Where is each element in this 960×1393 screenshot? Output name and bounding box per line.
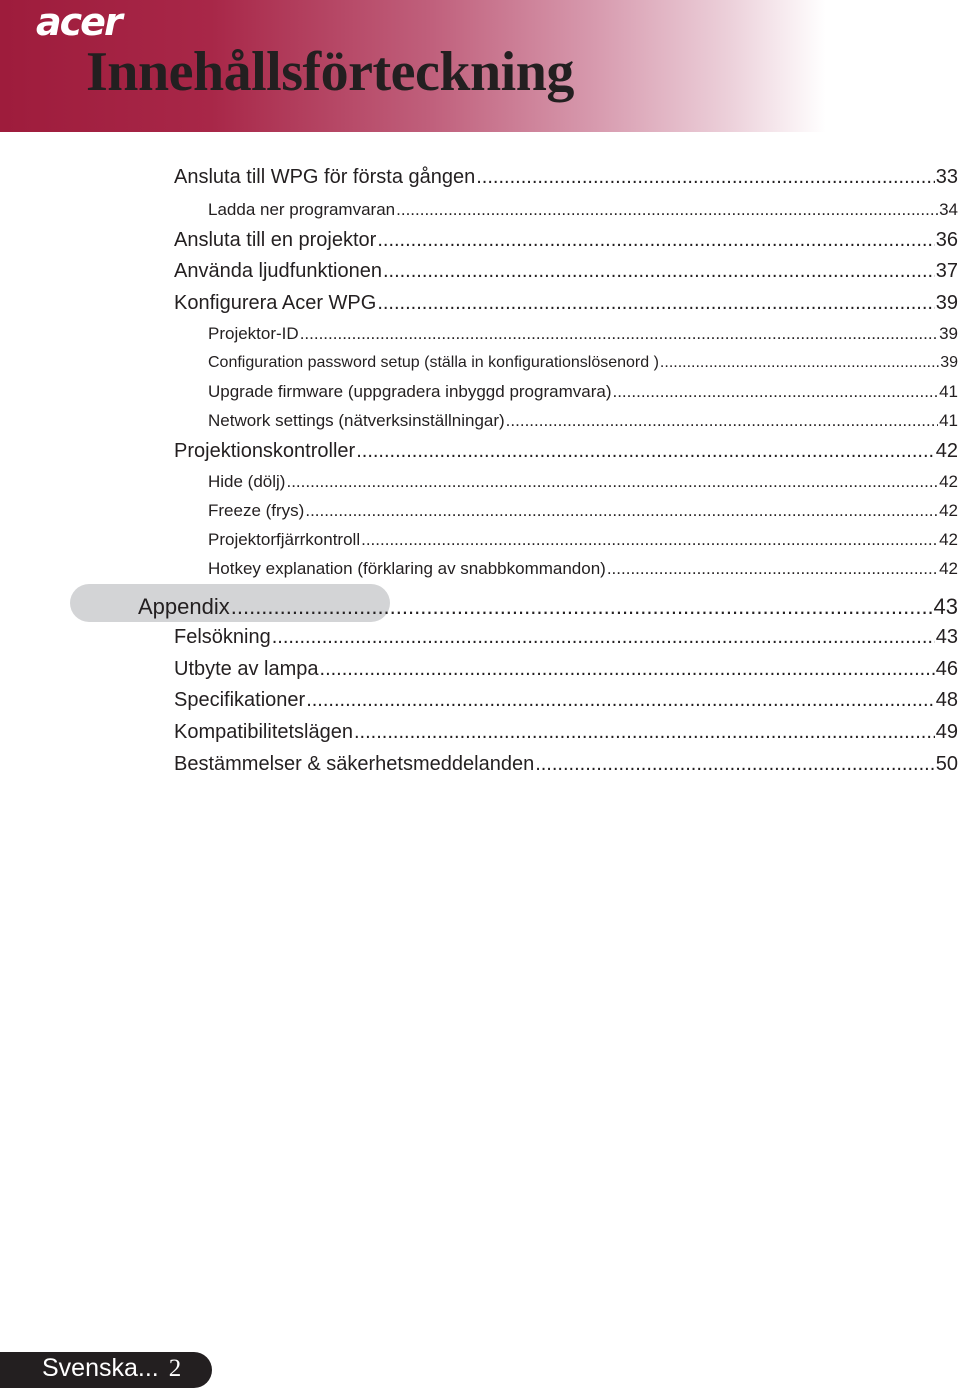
toc-entry[interactable] (208, 324, 958, 344)
toc-entry-label: Freeze (frys) (208, 501, 305, 520)
toc-entry-page: 48 (935, 689, 958, 711)
toc-entry-page: 42 (939, 472, 958, 491)
toc-entry-page: 34 (939, 200, 958, 219)
toc-entry-appendix[interactable] (138, 594, 958, 620)
toc-entry-label: Utbyte av lampa (174, 658, 319, 680)
dot-leader (272, 626, 935, 649)
dot-leader (506, 411, 938, 431)
dot-leader (320, 658, 935, 681)
toc-entry-label: Bestämmelser & säkerhetsmeddelanden (174, 753, 535, 775)
dot-leader (377, 292, 934, 315)
toc-entry[interactable] (174, 440, 958, 463)
toc-entry-label: Appendix (138, 594, 230, 619)
toc-entry[interactable] (208, 530, 958, 550)
dot-leader (361, 530, 938, 550)
toc-entry-label: Ansluta till WPG för första gången (174, 166, 476, 188)
toc-entry[interactable] (208, 411, 958, 431)
dot-leader (356, 440, 935, 463)
toc-entry[interactable] (174, 721, 958, 744)
toc-entry-page: 42 (939, 501, 958, 520)
toc-entry[interactable] (174, 166, 958, 189)
toc-entry-label: Kompatibilitetslägen (174, 721, 353, 743)
toc-entry-page: 42 (935, 440, 958, 462)
toc-entry-page: 36 (935, 229, 958, 251)
toc-entry-label: Ansluta till en projektor (174, 229, 377, 251)
dot-leader (300, 324, 938, 344)
toc-entry-label: Felsökning (174, 626, 271, 648)
dot-leader (396, 200, 938, 220)
toc-entry-page: 41 (939, 411, 958, 430)
toc-entry-label: Hide (dölj) (208, 472, 286, 491)
toc-entry[interactable] (208, 200, 958, 220)
toc-entry[interactable] (208, 472, 958, 492)
toc-entry-label: Konfigurera Acer WPG (174, 292, 377, 314)
toc-entry-page: 50 (935, 753, 958, 775)
dot-leader (286, 472, 938, 492)
toc-entry-label: Configuration password setup (ställa in konfigurationslösenord ) (208, 354, 659, 371)
toc-entry-page: 49 (935, 721, 958, 743)
toc-entry-label: Projektionskontroller (174, 440, 356, 462)
toc-entry-page: 39 (940, 354, 958, 371)
toc-entry-label: Använda ljudfunktionen (174, 260, 382, 282)
toc-entry-label: Ladda ner programvaran (208, 200, 396, 219)
toc-entry-label: Specifikationer (174, 689, 306, 711)
toc-entry[interactable] (208, 559, 958, 579)
toc-entry-page: 33 (935, 166, 958, 188)
toc-entry-page: 42 (939, 559, 958, 578)
acer-logo: acer (36, 0, 121, 44)
footer-language: Svenska... (42, 1354, 159, 1382)
dot-leader (383, 260, 935, 283)
toc-entry[interactable] (208, 354, 958, 372)
toc-entry-page: 41 (939, 382, 958, 401)
dot-leader (305, 501, 938, 521)
toc-entry-page: 39 (935, 292, 958, 314)
toc-entry[interactable] (174, 292, 958, 315)
toc-entry[interactable] (208, 382, 958, 402)
toc-entry-label: Projektorfjärrkontroll (208, 530, 361, 549)
toc-entry-label: Projektor-ID (208, 324, 299, 343)
dot-leader (306, 689, 935, 712)
page-title: Innehållsförteckning (86, 41, 574, 103)
toc-entry-label: Upgrade firmware (uppgradera inbyggd programvara) (208, 382, 612, 401)
toc-entry-page: 43 (933, 594, 958, 619)
toc-entry[interactable] (174, 260, 958, 283)
dot-leader (476, 166, 935, 189)
dot-leader (231, 594, 933, 620)
footer-label (42, 1354, 181, 1383)
toc-entry[interactable] (174, 229, 958, 252)
toc-entry[interactable] (174, 689, 958, 712)
dot-leader (354, 721, 935, 744)
dot-leader (377, 229, 934, 252)
toc-entry-page: 39 (939, 324, 958, 343)
toc-entry-page: 46 (935, 658, 958, 680)
toc-entry-label: Network settings (nätverksinställningar) (208, 411, 505, 430)
toc-entry[interactable] (208, 501, 958, 521)
toc-entry-label: Hotkey explanation (förklaring av snabbkommandon) (208, 559, 606, 578)
dot-leader (660, 354, 939, 372)
toc-entry[interactable] (174, 626, 958, 649)
footer-page-number: 2 (168, 1355, 182, 1382)
dot-leader (607, 559, 938, 579)
toc-entry[interactable] (174, 753, 958, 776)
dot-leader (535, 753, 935, 776)
toc-entry-page: 43 (935, 626, 958, 648)
dot-leader (612, 382, 938, 402)
toc-entry-page: 42 (939, 530, 958, 549)
toc-entry[interactable] (174, 658, 958, 681)
toc-entry-page: 37 (935, 260, 958, 282)
header-banner (0, 0, 960, 132)
